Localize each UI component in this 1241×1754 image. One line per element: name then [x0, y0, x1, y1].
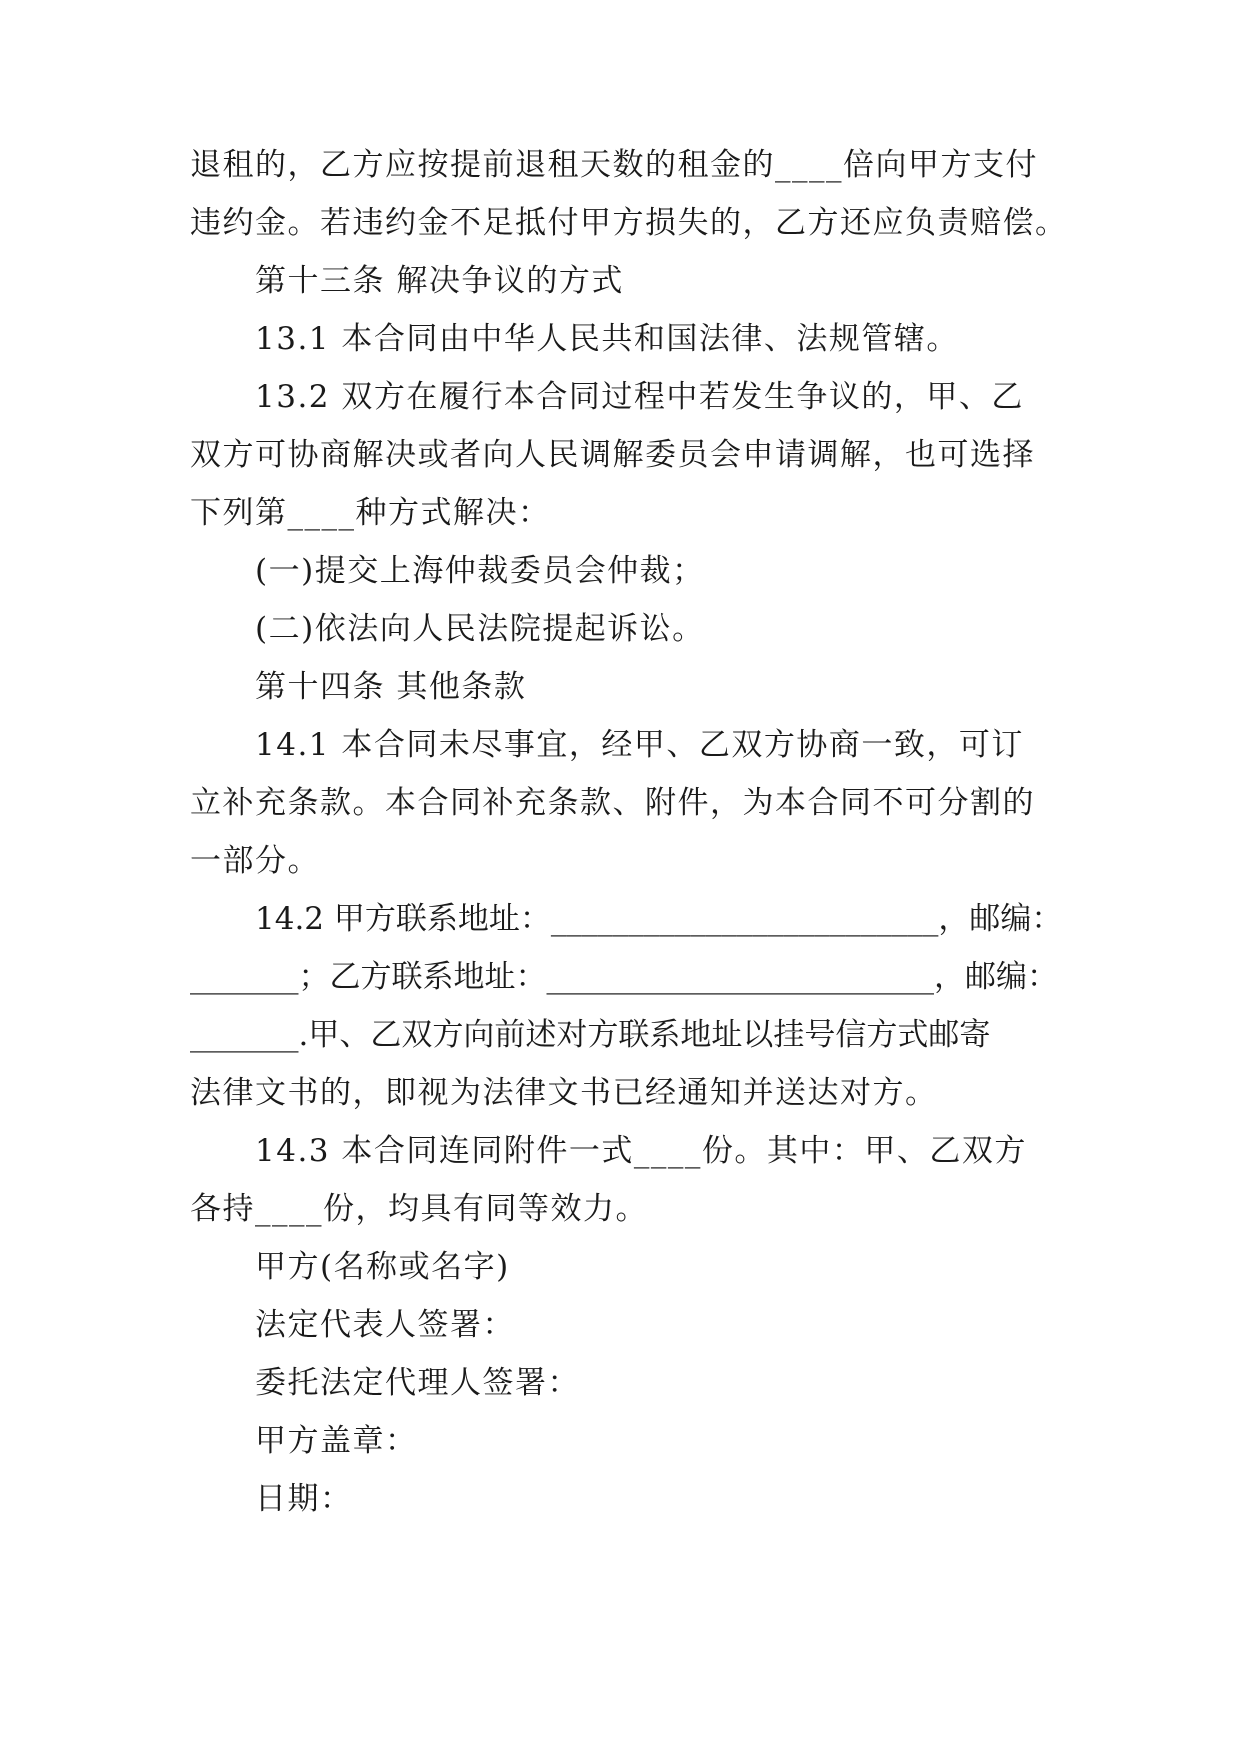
- option-item: (一)提交上海仲裁委员会仲裁；: [255, 553, 705, 589]
- text-line: 双方可协商解决或者向人民调解委员会申请调解，也可选择: [190, 437, 1035, 473]
- legal-representative-signature-label: 法定代表人签署：: [255, 1307, 515, 1343]
- party-a-seal-label: 甲方盖章：: [255, 1423, 418, 1459]
- clause-14-3: 14.3 本合同连同附件一式____份。其中：甲、乙双方: [255, 1133, 1027, 1169]
- date-label: 日期：: [255, 1481, 353, 1517]
- text-line: _______；乙方联系地址：_________________________，邮编：: [190, 959, 1058, 995]
- section-heading: 第十三条 解决争议的方式: [255, 263, 624, 299]
- section-heading: 第十四条 其他条款: [255, 669, 527, 705]
- clause-14-2: 14.2 甲方联系地址：_________________________，邮编：: [255, 901, 1063, 937]
- text-line: 违约金。若违约金不足抵付甲方损失的，乙方还应负责赔偿。: [190, 205, 1068, 241]
- text-line: 各持____份，均具有同等效力。: [190, 1191, 648, 1227]
- text-line: 法律文书的，即视为法律文书已经通知并送达对方。: [190, 1075, 938, 1111]
- text-line: 下列第____种方式解决：: [190, 495, 551, 531]
- clause-13-1: 13.1 本合同由中华人民共和国法律、法规管辖。: [255, 321, 959, 357]
- clause-14-1: 14.1 本合同未尽事宜，经甲、乙双方协商一致，可订: [255, 727, 1024, 763]
- party-a-name-label: 甲方(名称或名字): [255, 1249, 510, 1285]
- clause-13-2: 13.2 双方在履行本合同过程中若发生争议的，甲、乙: [255, 379, 1024, 415]
- text-line: 一部分。: [190, 843, 320, 879]
- authorized-agent-signature-label: 委托法定代理人签署：: [255, 1365, 580, 1401]
- text-line: _______.甲、乙双方向前述对方联系地址以挂号信方式邮寄: [190, 1017, 991, 1053]
- option-item: (二)依法向人民法院提起诉讼。: [255, 611, 705, 647]
- text-line: 立补充条款。本合同补充条款、附件，为本合同不可分割的: [190, 785, 1035, 821]
- text-line: 退租的，乙方应按提前退租天数的租金的____倍向甲方支付: [190, 147, 1038, 183]
